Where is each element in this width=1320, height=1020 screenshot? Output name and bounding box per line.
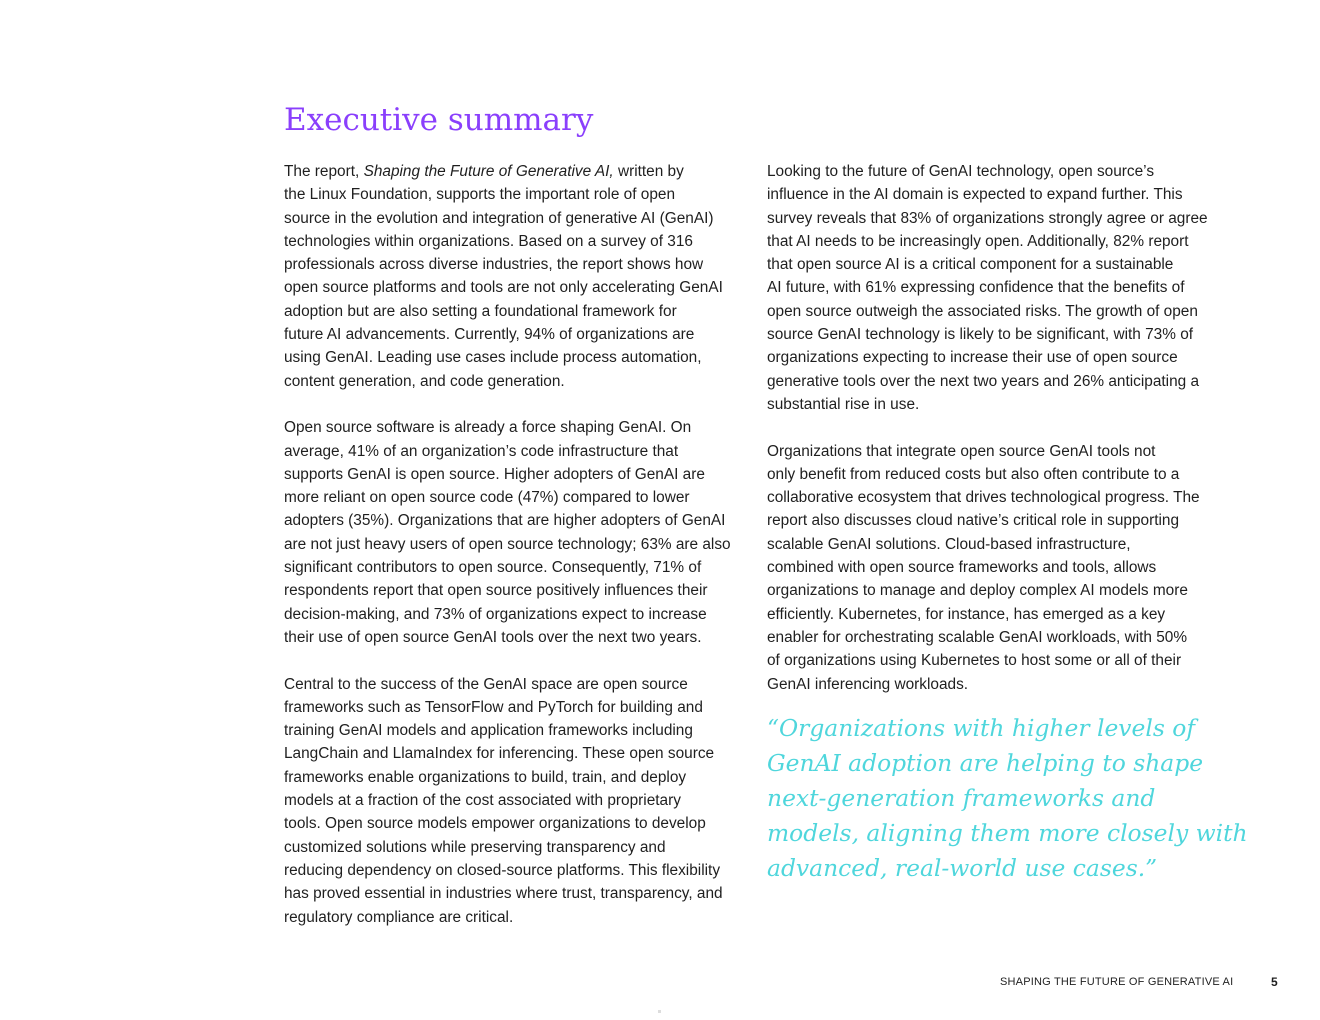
text-line: has proved essential in industries where trust, transparency, and [284,885,723,903]
text-line: influence in the AI domain is expected to expand further. This [767,186,1183,204]
text-line: enabler for orchestrating scalable GenAI workloads, with 50% [767,628,1188,646]
text-line: Central to the success of the GenAI space are open source [284,675,688,693]
text-line: reducing dependency on closed-source platforms. This flexibility [284,861,721,879]
quote-line: advanced, real-world use cases.” [767,853,1158,882]
text-line: open source platforms and tools are not only accelerating GenAI [284,279,723,297]
page-marker [658,1010,661,1013]
paragraph-gap [284,649,749,672]
text-line: frameworks enable organizations to build, train, and deploy [284,768,687,786]
text-line: content generation, and code generation. [284,372,565,390]
text-line: collaborative ecosystem that drives technological progress. The [767,489,1200,507]
paragraph-gap [767,416,1229,439]
text-line: source in the evolution and integration of generative AI (GenAI) [284,209,714,227]
right-column [767,160,1248,886]
text-line: frameworks such as TensorFlow and PyTorch for building and [284,698,703,716]
quote-line: next-generation frameworks and [767,783,1156,812]
text-line: customized solutions while preserving transparency and [284,838,666,856]
text-line: AI future, with 61% expressing confidence that the benefits of [767,279,1185,297]
text-line: adopters (35%). Organizations that are higher adopters of GenAI [284,512,726,530]
text-line: GenAI inferencing workloads. [767,675,969,693]
text-line: The report, Shaping the Future of Generative AI, written by [284,163,684,180]
text-line: are not just heavy users of open source technology; 63% are also [284,535,731,553]
report-title-italic: Shaping the Future of Generative AI, [363,163,614,180]
text-line: using GenAI. Leading use cases include process automation, [284,349,702,367]
left-column [284,160,749,929]
text-line: Organizations that integrate open source GenAI tools not [767,442,1156,460]
text-line: models at a fraction of the cost associated with proprietary [284,792,681,810]
quote-line: GenAI adoption are helping to shape [767,748,1204,777]
text-line: combined with open source frameworks and tools, allows [767,559,1157,577]
text-line: source GenAI technology is likely to be significant, with 73% of [767,326,1194,344]
text-line: that open source AI is a critical component for a sustainable [767,256,1174,274]
text-line: tools. Open source models empower organizations to develop [284,815,706,833]
text-line: open source outweigh the associated risks. The growth of open [767,302,1198,320]
text-line: scalable GenAI solutions. Cloud-based infrastructure, [767,535,1131,553]
quote-line: models, aligning them more closely with [767,818,1248,847]
text-line: organizations expecting to increase their use of open source [767,349,1178,367]
text-line: regulatory compliance are critical. [284,908,514,926]
text-line: Looking to the future of GenAI technology, open source’s [767,163,1155,180]
page-title: Executive summary [284,102,594,138]
text-line: LangChain and LlamaIndex for inferencing. These open source [284,745,715,763]
text-line: Open source software is already a force shaping GenAI. On [284,419,692,437]
text-line: significant contributors to open source. Consequently, 71% of [284,559,702,577]
text-line: average, 41% of an organization’s code infrastructure that [284,442,679,460]
text-line: decision-making, and 73% of organizations expect to increase [284,605,707,623]
quote-line: “Organizations with higher levels of [767,713,1195,742]
text-line: only benefit from reduced costs but also often contribute to a [767,465,1180,483]
right-column-text [767,160,1229,696]
page-number: 5 [1271,975,1278,989]
text-line: respondents report that open source positively influences their [284,582,708,600]
text-line: adoption but are also setting a foundational framework for [284,302,677,320]
text-line: generative tools over the next two years and 26% anticipating a [767,372,1200,390]
text-line: supports GenAI is open source. Higher adopters of GenAI are [284,465,705,483]
text-line: report also discusses cloud native’s critical role in supporting [767,512,1180,530]
text-line: the Linux Foundation, supports the important role of open [284,186,676,204]
pull-quote [767,711,1248,886]
text-line: efficiently. Kubernetes, for instance, has emerged as a key [767,605,1166,623]
text-line: their use of open source GenAI tools over the next two years. [284,628,702,646]
text-line: professionals across diverse industries, the report shows how [284,256,704,274]
text-line: training GenAI models and application frameworks including [284,722,693,740]
text-line: of organizations using Kubernetes to host some or all of their [767,652,1182,670]
text-line: organizations to manage and deploy complex AI models more [767,582,1188,600]
text-line: more reliant on open source code (47%) compared to lower [284,489,690,507]
paragraph-gap [284,393,749,416]
footer-running-title: SHAPING THE FUTURE OF GENERATIVE AI [1000,976,1234,988]
text-line: survey reveals that 83% of organizations strongly agree or agree [767,209,1208,227]
text-line: technologies within organizations. Based on a survey of 316 [284,232,693,250]
text-line: future AI advancements. Currently, 94% of organizations are [284,326,695,344]
text-line: that AI needs to be increasingly open. Additionally, 82% report [767,232,1189,250]
text-line: substantial rise in use. [767,395,920,413]
